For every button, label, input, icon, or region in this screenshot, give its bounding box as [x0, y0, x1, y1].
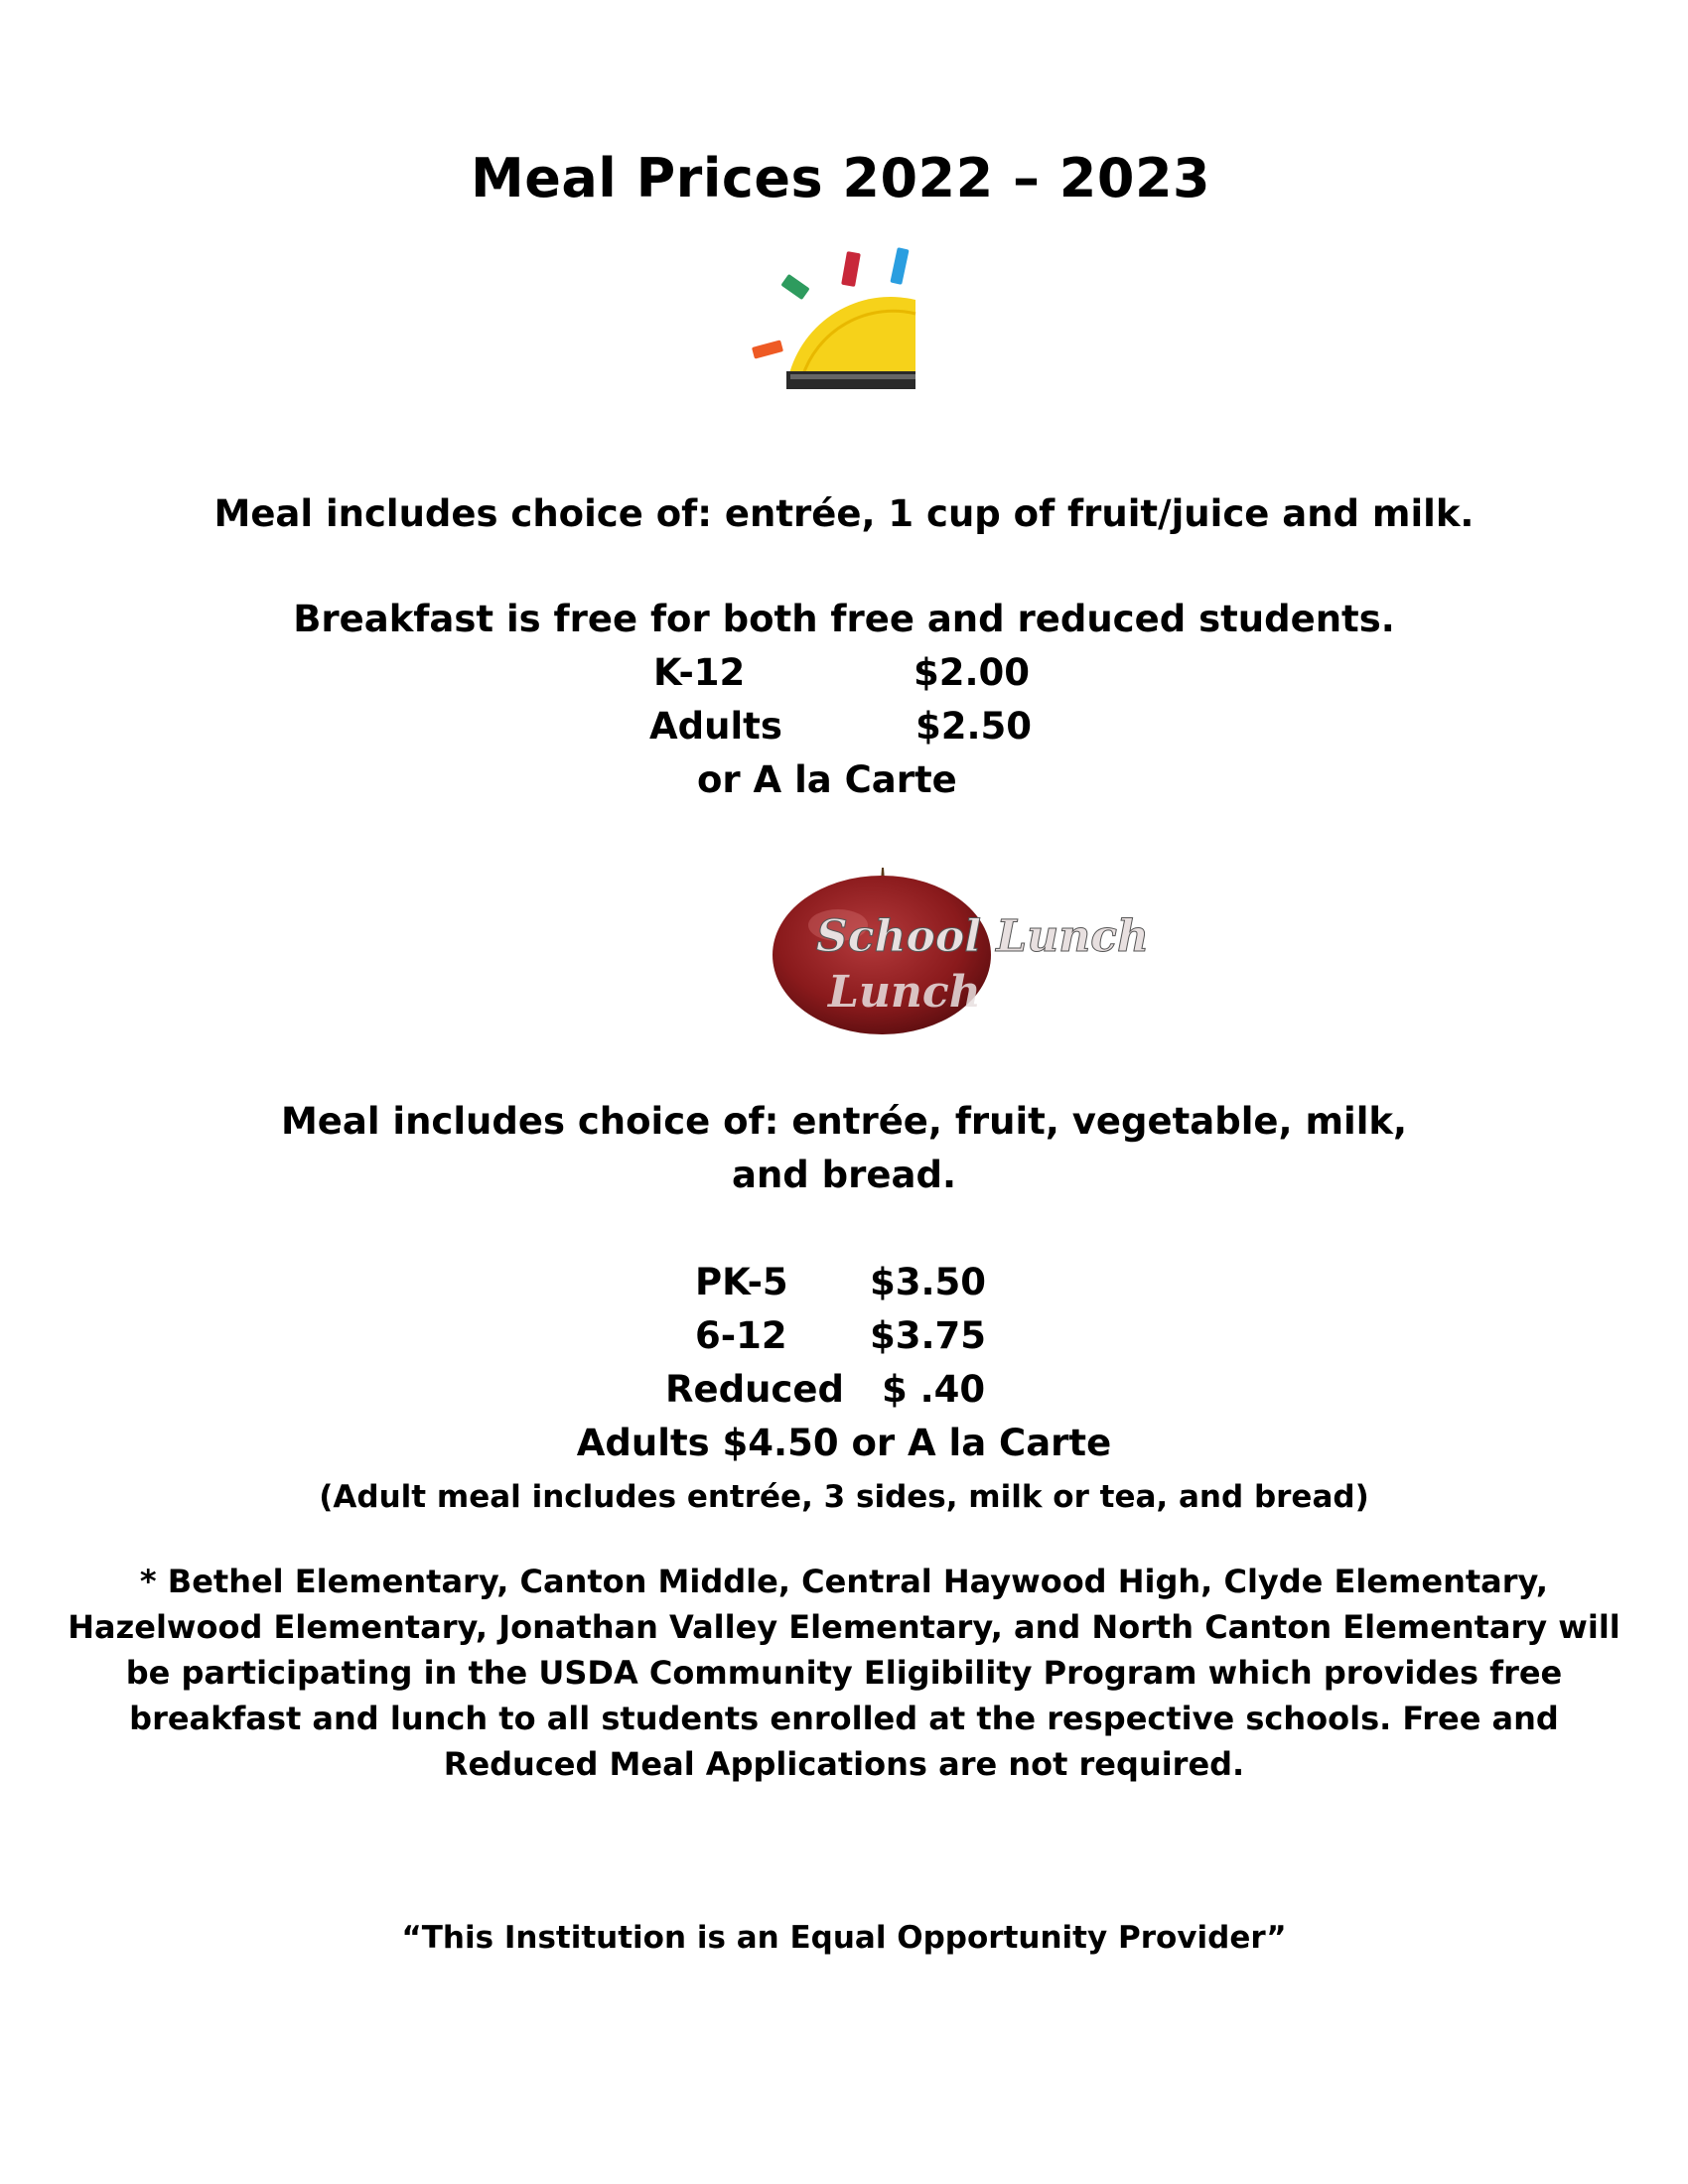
apple-logo-text: School Lunch — [816, 911, 1149, 962]
price-label: Reduced — [665, 1368, 844, 1411]
price-value: $3.75 — [870, 1314, 987, 1357]
breakfast-price-row — [0, 651, 1688, 701]
breakfast-alt: or A la Carte — [697, 758, 957, 801]
lunch-price-row — [0, 1261, 1688, 1310]
lunch-includes-line1: Meal includes choice of: entrée, fruit, vegetable, milk, — [280, 1100, 1408, 1143]
cep-note-line: Reduced Meal Applications are not required. — [443, 1745, 1245, 1783]
page-title: Meal Prices 2022 – 2023 — [471, 147, 1211, 209]
lunch-adult-note: (Adult meal includes entrée, 3 sides, milk or tea, and bread) — [319, 1479, 1369, 1515]
lunch-price-row — [0, 1314, 1688, 1364]
sun-icon — [747, 244, 915, 389]
cep-note-line: * Bethel Elementary, Canton Middle, Central Haywood High, Clyde Elementary, — [139, 1563, 1549, 1600]
price-label: 6-12 — [695, 1314, 787, 1357]
cep-note-line: breakfast and lunch to all students enrolled at the respective schools. Free and — [129, 1700, 1559, 1737]
cep-note-line: Hazelwood Elementary, Jonathan Valley Elementary, and North Canton Elementary will — [68, 1608, 1620, 1646]
apple-icon — [778, 866, 1149, 1018]
price-label: Adults — [649, 705, 782, 748]
apple-logo-text-2: Lunch — [828, 967, 981, 1018]
lunch-price-row — [0, 1368, 1688, 1418]
breakfast-free-note: Breakfast is free for both free and reduced students. — [293, 598, 1395, 640]
lunch-includes-line2: and bread. — [731, 1154, 956, 1196]
breakfast-price-row — [0, 705, 1688, 754]
cep-note-line: be participating in the USDA Community Eligibility Program which provides free — [125, 1654, 1563, 1692]
breakfast-includes: Meal includes choice of: entrée, 1 cup of fruit/juice and milk. — [213, 492, 1475, 535]
price-value: $2.50 — [915, 705, 1033, 748]
price-value: $2.00 — [914, 651, 1031, 694]
price-label: K-12 — [653, 651, 746, 694]
price-value: $ .40 — [882, 1368, 986, 1411]
lunch-adults: Adults $4.50 or A la Carte — [576, 1422, 1112, 1464]
equal-opportunity-statement: “This Institution is an Equal Opportunity Provider” — [401, 1920, 1287, 1956]
price-label: PK-5 — [695, 1261, 788, 1303]
price-value: $3.50 — [870, 1261, 987, 1303]
